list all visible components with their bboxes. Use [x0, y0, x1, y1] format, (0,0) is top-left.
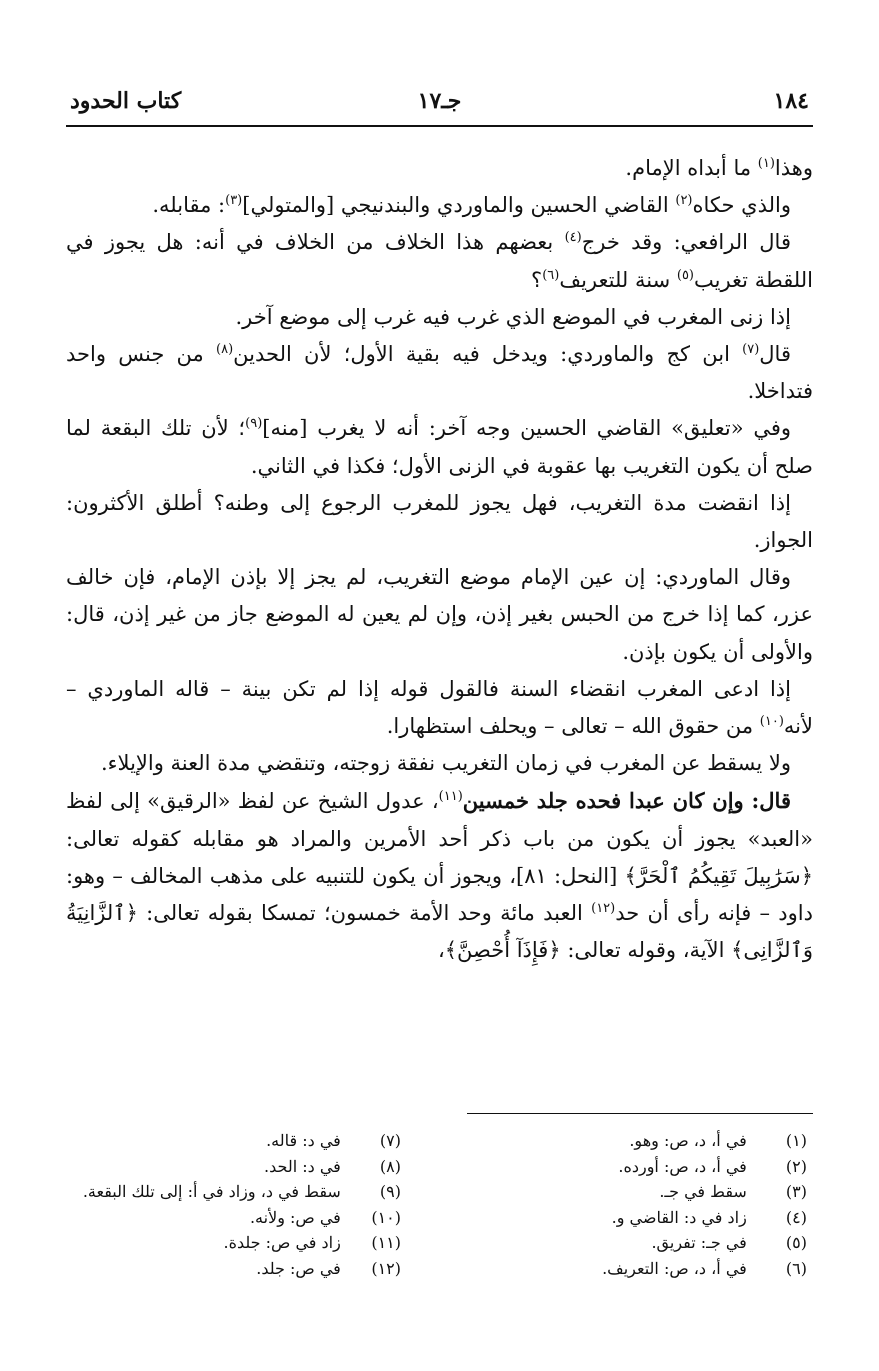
footnote-number: (٤): [785, 1207, 807, 1227]
footnote-number: (٨): [379, 1156, 401, 1176]
text-run: قال: وإن كان عبدا فحده جلد خمسين: [462, 788, 791, 814]
footnote-ref: (٢): [675, 193, 693, 209]
footnote-ref: (٧): [742, 342, 760, 358]
footnote-number: (١): [785, 1131, 807, 1150]
footnote: [432, 1128, 807, 1154]
text-run: القاضي الحسين والماوردي والبندنيجي [والمتولي]: [242, 193, 676, 218]
paragraph: [66, 782, 813, 969]
footnote-ref: (٦): [542, 267, 560, 283]
paragraph: [66, 336, 813, 410]
text-run: العبد مائة وحد الأمة خمسون؛ تمسكا بقوله تعالى: ﴿ٱلزَّانِيَةُ وَٱلزَّانِى﴾ الآية، وقوله تعالى: ﴿فَإِذَآ أُحْصِنَّ﴾،: [66, 901, 813, 963]
footnotes-column-right: [432, 1128, 807, 1281]
text-run: وقال الماوردي: إن عين الإمام موضع التغريب، لم يجز إلا بإذن الإمام، فإن خالف عزر، كما إذا خرج من الحبس بغير إذن، وإن لم يعين له الموضع جاز من غير إذن، قال: والأولى أن يكون بإذن.: [66, 565, 813, 664]
footnote-number: (١٠): [371, 1207, 401, 1227]
footnote-text: في أ، د، ص: التعريف.: [602, 1258, 747, 1278]
footnote-ref: (١٢): [591, 901, 616, 917]
footnote-number: (٩): [379, 1182, 401, 1201]
text-run: قال: [759, 342, 791, 367]
text-run: إذا ادعى المغرب انقضاء السنة فالقول قوله إذا لم تكن بينة – قاله الماوردي – لأنه: [66, 676, 813, 739]
paragraph: [66, 671, 813, 745]
footnote-text: في د: الحد.: [264, 1156, 341, 1176]
footnote: [26, 1154, 401, 1180]
text-run: والذي حكاه: [692, 193, 791, 218]
text-run: : مقابله.: [152, 193, 226, 218]
footnote-ref: (٥): [676, 267, 694, 283]
text-run: ولا يسقط عن المغرب في زمان التغريب نفقة زوجته، وتنقضي مدة العنة والإيلاء.: [101, 751, 791, 776]
footnote: [432, 1205, 807, 1231]
paragraph: [66, 559, 813, 671]
footnote-number: (٢): [785, 1156, 807, 1176]
footnotes: [66, 1128, 813, 1318]
footnote-text: سقط في د، وزاد في أ: إلى تلك البقعة.: [82, 1182, 341, 1201]
text-run: ابن كج والماوردي: ويدخل فيه بقية الأول؛ لأن الحدين: [233, 342, 743, 367]
text-run: وفي «تعليق» القاضي الحسين وجه آخر: أنه لا يغرب [منه]: [262, 416, 791, 441]
footnotes-column-left: [26, 1128, 401, 1281]
text-run: من حقوق الله – تعالى – ويحلف استظهارا.: [386, 714, 760, 739]
text-run: سنة للتعريف: [559, 267, 677, 292]
footnote-number: (١٢): [371, 1258, 401, 1278]
book-title: كتاب الحدود: [70, 88, 182, 114]
text-run: ما أبداه الإمام.: [625, 156, 758, 180]
paragraph: [66, 150, 813, 187]
footnote: [432, 1179, 807, 1205]
footnote-ref: (٣): [225, 193, 243, 209]
volume-label: جـ١٧: [417, 88, 462, 114]
footnote-text: في ص: جلد.: [256, 1258, 341, 1278]
footnote: [26, 1256, 401, 1282]
footnote-ref: (١٠): [759, 714, 784, 730]
footnote: [432, 1154, 807, 1180]
footnote-text: في أ، د، ص: وهو.: [629, 1131, 747, 1150]
footnote-text: في ص: ولأنه.: [249, 1207, 341, 1227]
footnote-number: (٧): [379, 1131, 401, 1150]
paragraph: [66, 745, 813, 782]
footnote-divider: [467, 1113, 813, 1114]
text-run: ؟: [531, 267, 543, 292]
main-text: [66, 150, 813, 969]
paragraph: [66, 187, 813, 224]
text-run: من جنس واحد فتداخلا.: [66, 342, 813, 404]
header-divider: [66, 125, 813, 127]
text-run: إذا انقضت مدة التغريب، فهل يجوز للمغرب الرجوع إلى وطنه؟ أطلق الأكثرون: الجواز.: [66, 490, 813, 553]
text-run: بعضهم هذا الخلاف من الخلاف في أنه: هل يجوز في اللقطة تغريب: [66, 230, 813, 292]
footnote-number: (٦): [785, 1258, 807, 1278]
footnote-ref: (١١): [438, 789, 463, 805]
text-run: ، عدول الشيخ عن لفظ «الرقيق» إلى لفظ «العبد» يجوز أن يكون من باب ذكر أحد الأمرين والمراد هو مقابله كقوله تعالى: ﴿سَرَٰبِيلَ تَقِيكُمُ ٱلْحَرَّ﴾ [النحل: ٨١]، ويجوز أن يكون للتنبيه على مذهب المخالف – وهو: داود – فإنه رأى أن حد: [66, 789, 813, 926]
footnote-text: في د: قاله.: [266, 1131, 341, 1150]
footnote-ref: (١): [757, 156, 775, 171]
footnote-text: في جـ: تفريق.: [651, 1233, 747, 1252]
page-number: ١٨٤: [773, 88, 809, 114]
page-header: [70, 88, 809, 128]
paragraph: [66, 410, 813, 484]
footnote-number: (٥): [785, 1233, 807, 1252]
paragraph: [66, 224, 813, 298]
text-run: قال الرافعي: وقد خرج: [581, 230, 791, 255]
footnote-text: زاد في ص: جلدة.: [223, 1233, 341, 1252]
footnote: [26, 1128, 401, 1154]
text-run: ؛ لأن تلك البقعة لما صلح أن يكون التغريب بها عقوبة في الزنى الأول؛ فكذا في الثاني.: [66, 416, 813, 478]
footnote: [432, 1230, 807, 1256]
footnote-text: سقط في جـ.: [659, 1182, 747, 1201]
footnote-text: في أ، د، ص: أورده.: [618, 1156, 747, 1176]
paragraph: [66, 485, 813, 559]
footnote: [26, 1205, 401, 1231]
footnote-ref: (٤): [564, 230, 582, 246]
footnote-ref: (٨): [216, 342, 234, 358]
footnote-text: زاد في د: القاضي و.: [611, 1207, 747, 1227]
footnote: [26, 1230, 401, 1256]
footnote-number: (١١): [371, 1233, 401, 1252]
footnote-ref: (٩): [245, 416, 263, 432]
text-run: إذا زنى المغرب في الموضع الذي غرب فيه غرب إلى موضع آخر.: [235, 304, 791, 329]
footnote-number: (٣): [785, 1182, 807, 1201]
text-run: وهذا: [774, 156, 813, 180]
footnote: [432, 1256, 807, 1282]
paragraph: [66, 299, 813, 336]
footnote: [26, 1179, 401, 1205]
